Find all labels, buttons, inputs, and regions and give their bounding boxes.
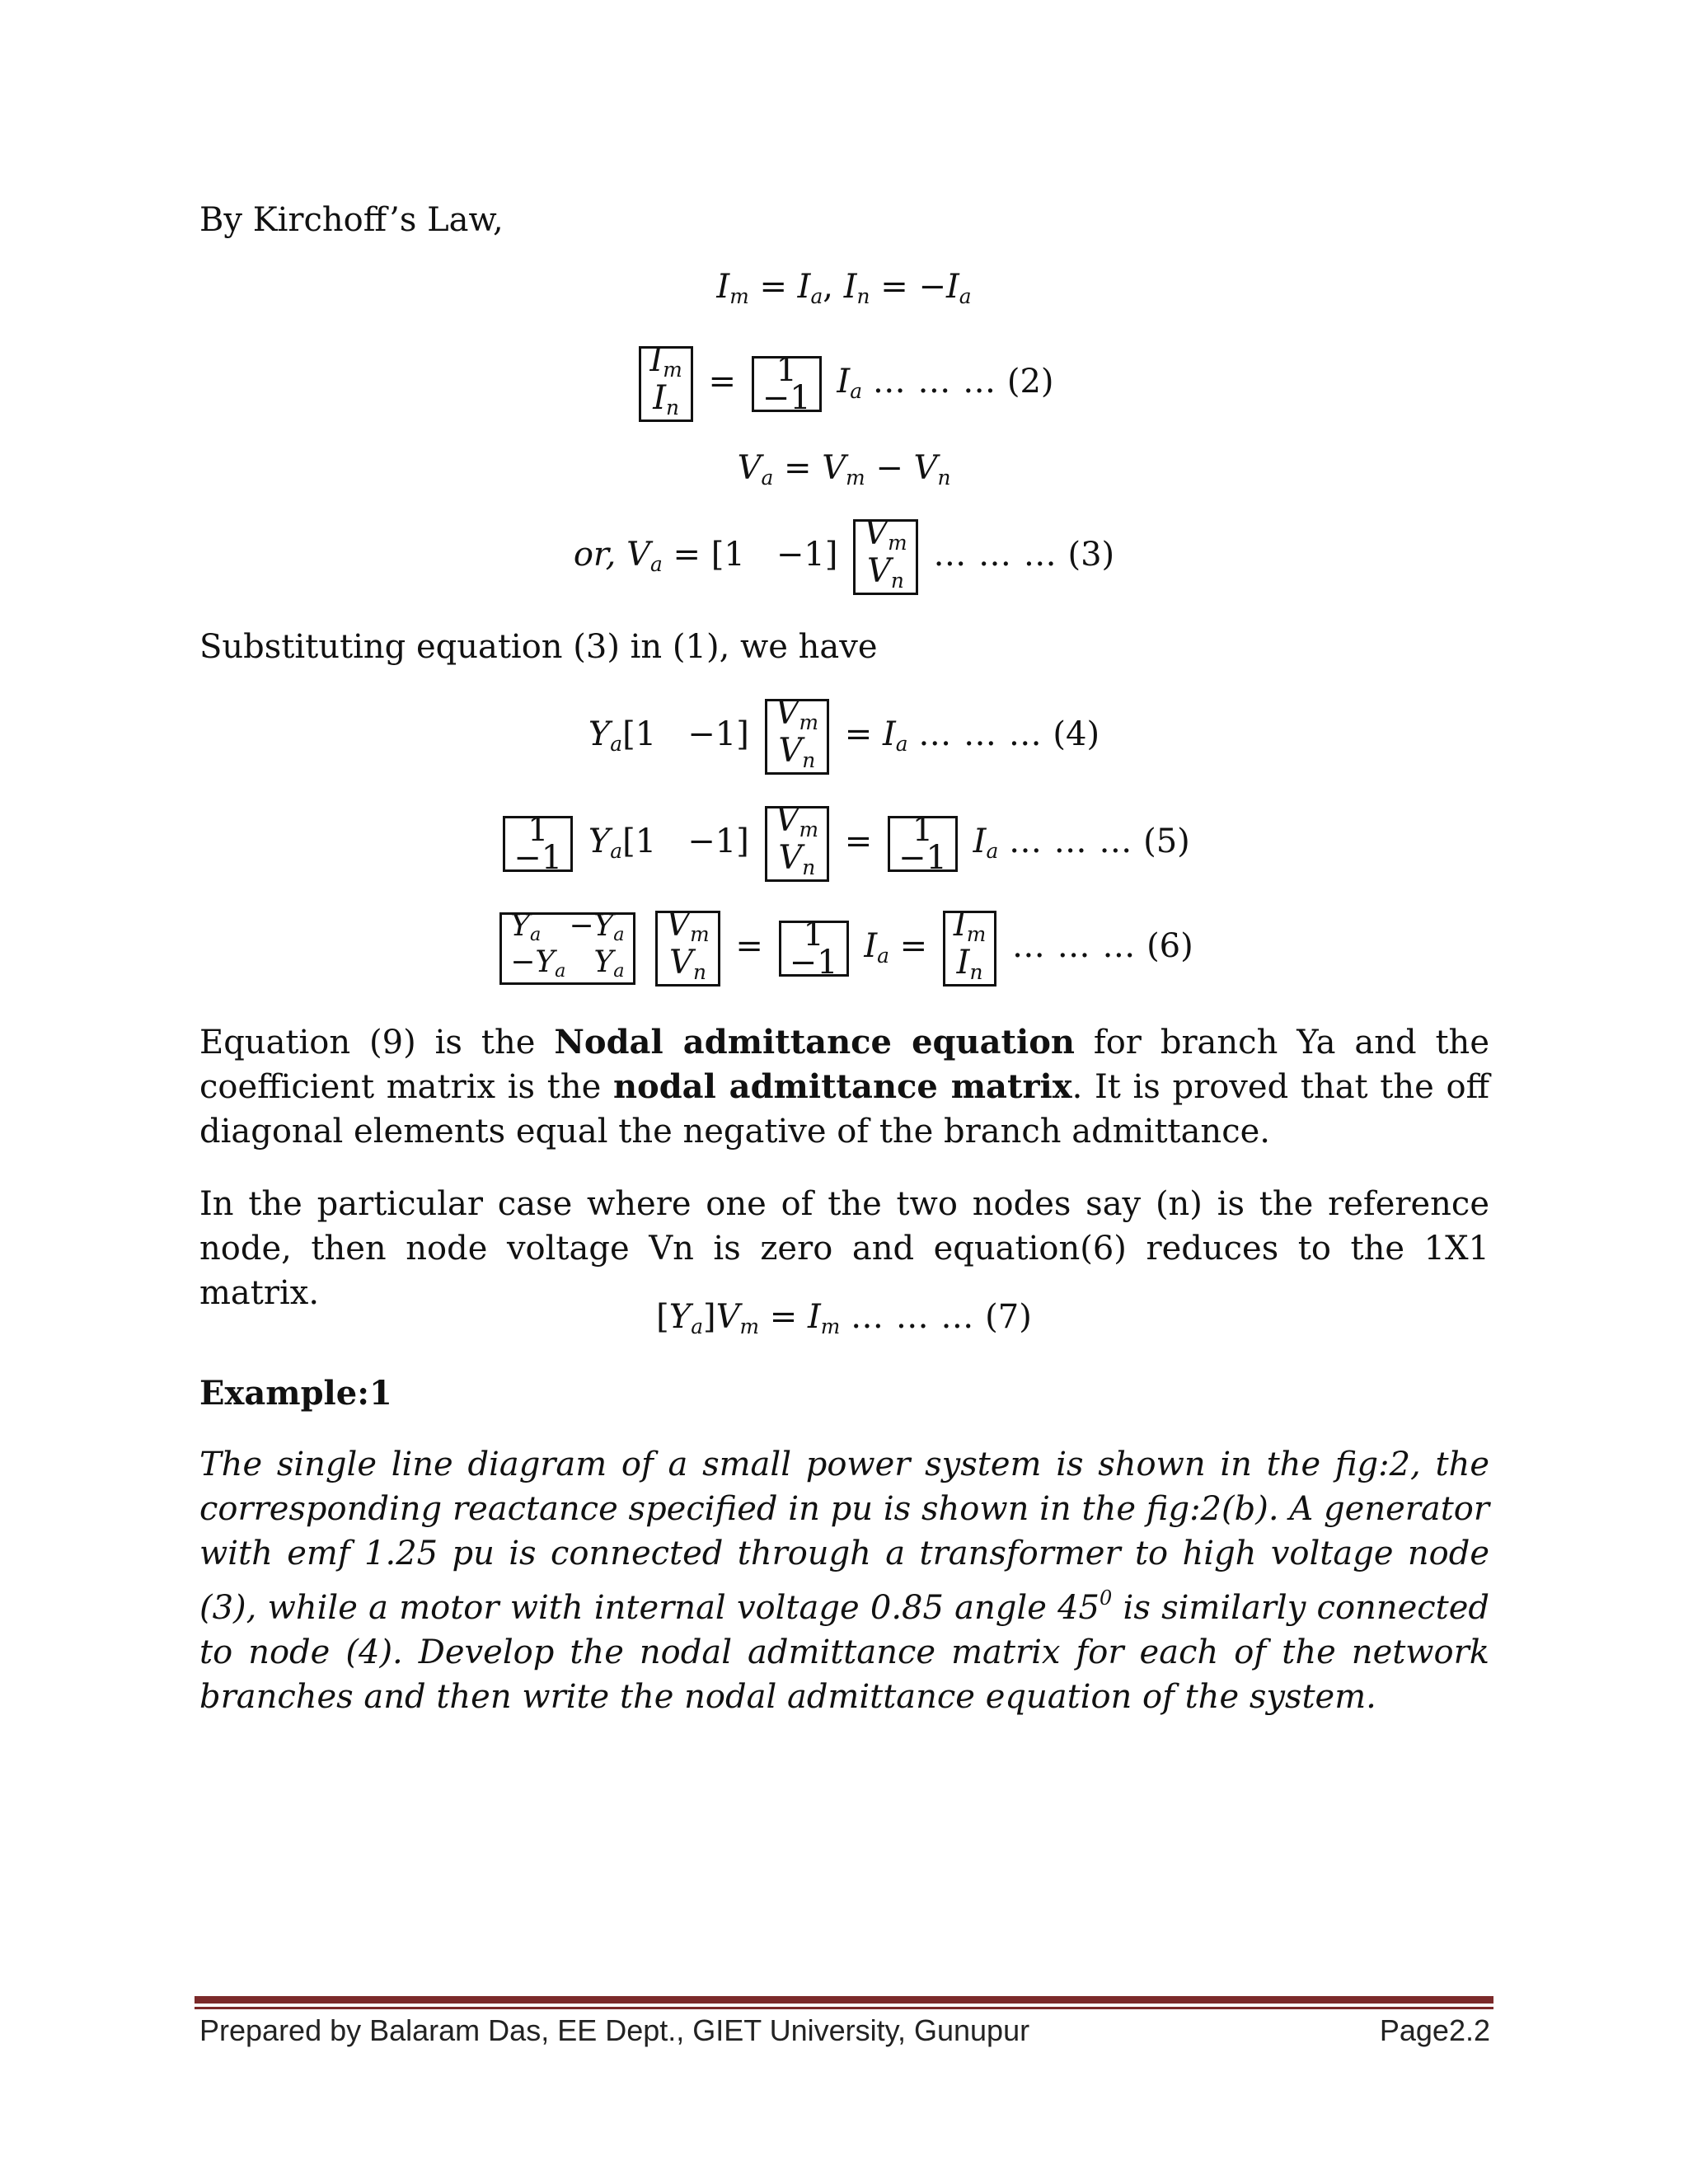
example-heading: Example:1	[199, 1374, 392, 1413]
equation-3: or, $V_a = [1 -1]$ $V_m$ $V_n$ … … … (3)	[0, 519, 1688, 595]
degree-superscript: 0	[1100, 1586, 1113, 1610]
reference-node-paragraph: In the particular case where one of the two nodes say (n) is the reference node, then node voltage Vn is zero and equation(6) reduces to the 1X1 matrix.	[199, 1185, 1489, 1312]
equation-5: 1 −1 $Y_a[1 -1]$ $V_m$ $V_n$ = 1 −1 $I_a$ … … … (5)	[0, 806, 1688, 882]
equation-va: $V_a = V_m - V_n$	[737, 449, 951, 490]
footer-rule-thick	[195, 1996, 1493, 2004]
equation-4-tag: (4)	[1053, 715, 1100, 753]
substituting-text: Substituting equation (3) in (1), we have	[199, 628, 878, 666]
equation-2: $I_m$ $I_n$ = 1 −1 $I_a$ … … … (2)	[0, 346, 1688, 422]
equation-1: $I_m = I_a$, $I_n = -I_a$	[716, 268, 972, 308]
nodal-paragraph-part2: for branch Ya and the coefficient matrix is the	[199, 1024, 1489, 1106]
equation-6-tag: (6)	[1146, 926, 1193, 965]
example-text-part2: is similarly connected to node (4). Develop the nodal admittance matrix for each of the network branches and then write the nodal admittance equation of the system.	[199, 1588, 1489, 1716]
equation-7-dots: … … …	[850, 1298, 975, 1336]
equation-2-dots: … … …	[872, 362, 997, 401]
nodal-paragraph-bold1: Nodal admittance equation	[554, 1023, 1075, 1062]
equation-4: $Y_a[1 -1]$ $V_m$ $V_n$ = $I_a$ … … … (4)	[0, 699, 1688, 775]
nodal-paragraph-part1: Equation (9) is the	[199, 1024, 555, 1062]
equation-5-dots: … … …	[1008, 822, 1133, 860]
equation-6-dots: … … …	[1011, 926, 1137, 965]
equation-5-tag: (5)	[1143, 822, 1190, 860]
equation-2-tag: (2)	[1006, 362, 1054, 401]
footer-author: Prepared by Balaram Das, EE Dept., GIET University, Gunupur	[199, 2013, 1030, 2047]
footer-page-number: Page2.2	[1379, 2013, 1490, 2047]
nodal-paragraph-part3: . It is proved that the off diagonal elements equal the negative of the branch admittance.	[199, 1068, 1489, 1151]
equation-7: $[Y_a]V_m = I_m$ … … … (7)	[656, 1298, 1032, 1338]
nodal-paragraph	[199, 1020, 1489, 1154]
example-paragraph	[199, 1442, 1489, 1719]
footer-rule-thin	[195, 2007, 1493, 2009]
nodal-paragraph-bold2: nodal admittance matrix	[612, 1067, 1072, 1106]
equation-3-prefix: or,	[573, 535, 627, 574]
equation-7-tag: (7)	[985, 1298, 1032, 1336]
intro-text: By Kirchoff’s Law,	[199, 201, 504, 239]
example-text-part1: The single line diagram of a small power system is shown in the fig:2, the corresponding reactance specified in pu is shown in the fig:2(b). A generator with emf 1.25 pu is connected through a transformer to high voltage node (3), while a motor with internal voltage 0.85 angle 45	[199, 1446, 1489, 1627]
equation-3-dots: … … …	[933, 535, 1057, 574]
equation-4-dots: … … …	[918, 715, 1043, 753]
equation-6: $Y_a$ $-Y_a$ $-Y_a$ $Y_a$ $V_m$ $V_n$ = 1 −1 $I_a$ = $I_m$ $I_n$ … … … (6)	[0, 911, 1688, 987]
equation-3-tag: (3)	[1067, 535, 1115, 574]
